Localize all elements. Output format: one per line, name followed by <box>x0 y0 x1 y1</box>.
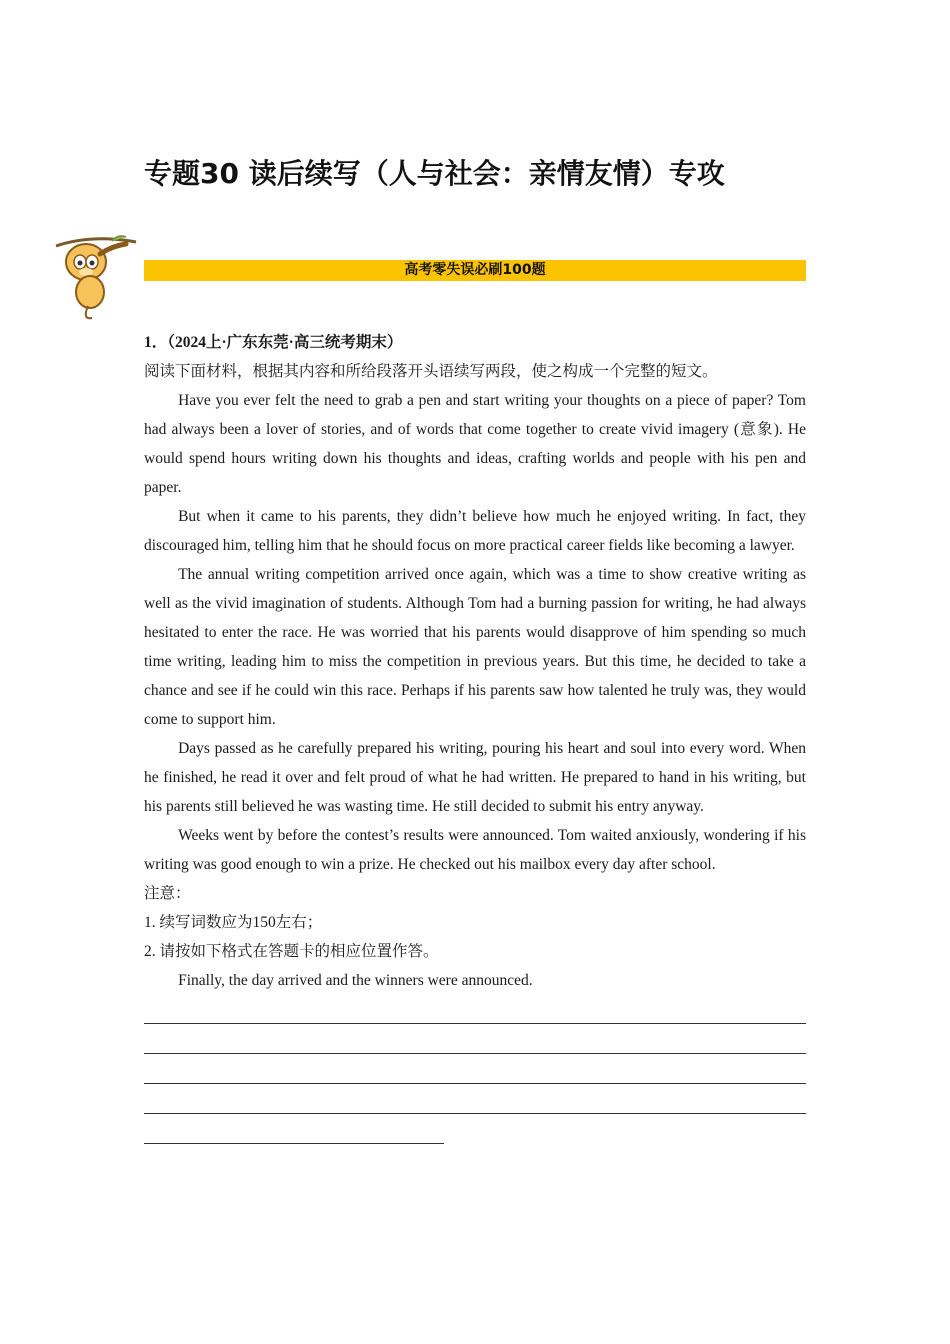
banner <box>144 260 806 281</box>
page-title: 专题30 读后续写（人与社会：亲情友情）专攻 <box>144 157 725 190</box>
answer-line[interactable] <box>144 1085 806 1114</box>
paragraph: Have you ever felt the need to grab a pen and start writing your thoughts on a piece of paper? Tom had always been a lover of stories, and of words that come together to create vivid imagery (意象). He would spend hours writing down his thoughts and ideas, crafting worlds and people with his pen and paper. <box>144 392 806 496</box>
answer-line[interactable] <box>144 1025 806 1054</box>
continuation-prompt: Finally, the day arrived and the winners were announced. <box>178 972 533 989</box>
answer-line[interactable] <box>144 1055 806 1084</box>
answer-line[interactable] <box>144 1115 444 1144</box>
instruction: 阅读下面材料，根据其内容和所给段落开头语续写两段，使之构成一个完整的短文。 <box>144 363 718 380</box>
question-header <box>144 328 806 357</box>
note-item: 1. 续写词数应为150左右； <box>144 914 323 931</box>
paragraph: But when it came to his parents, they didn’t believe how much he enjoyed writing. In fact, they discouraged him, telling him that he should focus on more practical career fields like becoming a lawyer. <box>144 508 806 554</box>
paragraph: The annual writing competition arrived once again, which was a time to show creative writing as well as the vivid imagination of students. Although Tom had a burning passion for writing, he had always hesitated to enter the race. He was worried that his parents would disapprove of him spending so much time writing, leading him to miss the competition in previous years. But this time, he decided to take a chance and see if he could win this race. Perhaps if his parents saw how talented he truly was, they would come to support him. <box>144 566 806 728</box>
question-block <box>144 328 806 1145</box>
question-number: 1． <box>144 334 168 351</box>
notes-label: 注意： <box>144 885 191 902</box>
answer-line[interactable] <box>144 995 806 1024</box>
note-item: 2. 请按如下格式在答题卡的相应位置作答。 <box>144 943 439 960</box>
monkey-mascot-icon <box>52 232 144 324</box>
question-source: （2024上·广东东莞·高三统考期末） <box>167 334 403 351</box>
paragraph: Days passed as he carefully prepared his writing, pouring his heart and soul into every word. When he finished, he read it over and felt proud of what he had written. He prepared to hand in his writing, but his parents still believed he was wasting time. He still decided to submit his entry anyway. <box>144 740 806 815</box>
paragraph: Weeks went by before the contest’s results were announced. Tom waited anxiously, wondering if his writing was good enough to win a prize. He checked out his mailbox every day after school. <box>144 827 806 873</box>
banner-text: 高考零失误必刷100题 <box>404 262 546 278</box>
